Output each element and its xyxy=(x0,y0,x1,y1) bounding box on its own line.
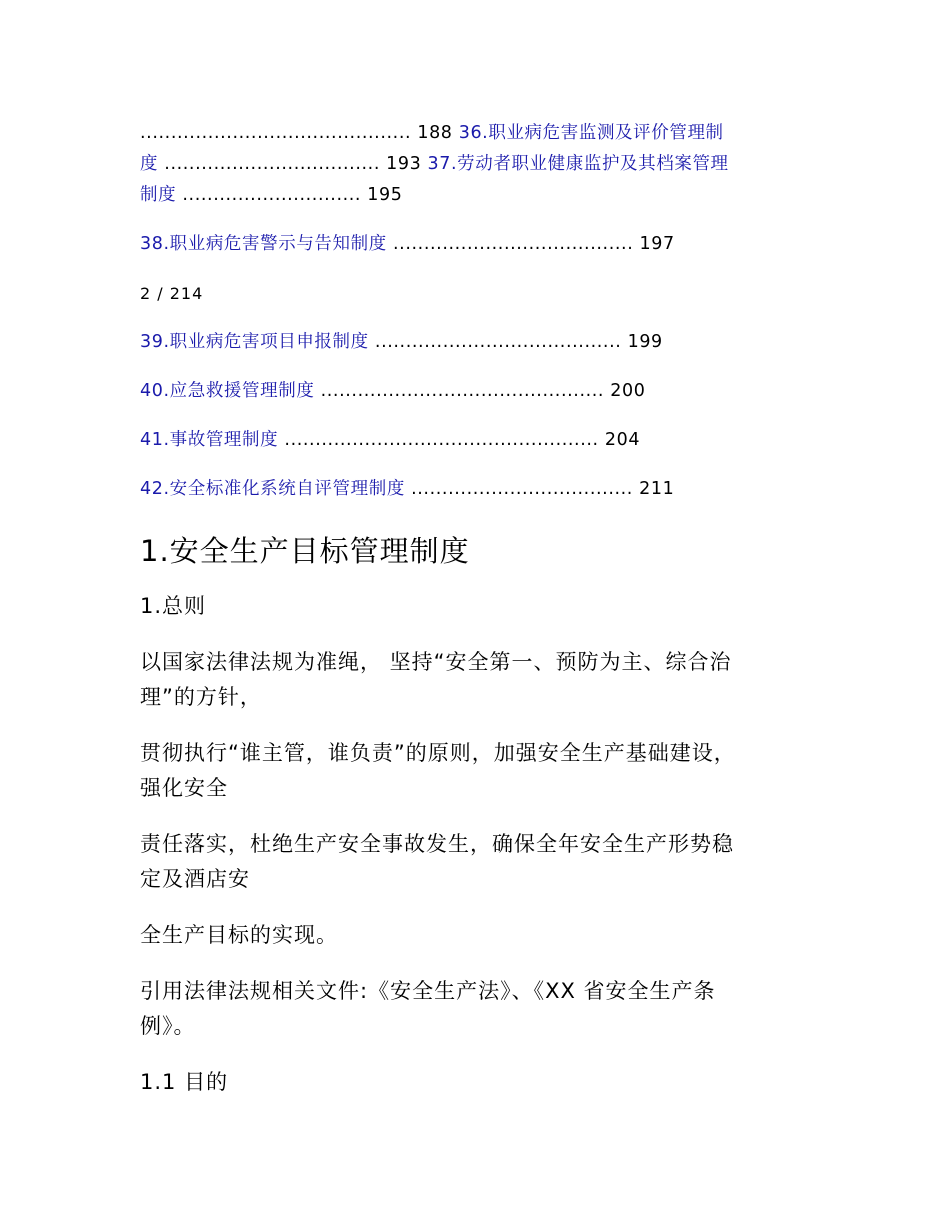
table-of-contents xyxy=(140,118,820,505)
toc-leader-dots: ....................................... xyxy=(393,234,634,254)
toc-link-40[interactable]: 40.应急救援管理制度 xyxy=(140,381,315,401)
toc-leader-dots: .................................... xyxy=(411,479,633,499)
toc-entry-42 xyxy=(140,474,820,505)
toc-leader-dots: .............................................. xyxy=(320,381,605,401)
paragraph-line: 强化安全 xyxy=(140,776,228,800)
toc-entry-38 xyxy=(140,229,820,260)
toc-leader-dots: ............................. xyxy=(182,185,362,205)
toc-link-39[interactable]: 39.职业病危害项目申报制度 xyxy=(140,332,369,352)
subsection-heading-purpose: 1.1 目的 xyxy=(140,1070,229,1094)
paragraph-principle xyxy=(140,645,820,715)
paragraph-line: 定及酒店安 xyxy=(140,867,250,891)
toc-entry-39 xyxy=(140,327,820,358)
toc-page-number: 200 xyxy=(610,381,646,401)
paragraph-implement xyxy=(140,736,820,806)
toc-leader-dots: ............................................ xyxy=(140,123,412,143)
toc-leader-dots: ................................................... xyxy=(284,430,599,450)
paragraph-line: 贯彻执行“谁主管，谁负责”的原则，加强安全生产基础建设， xyxy=(140,741,736,765)
toc-page-number: 193 xyxy=(386,154,422,174)
toc-page-number: 204 xyxy=(604,430,641,450)
toc-page-number: 197 xyxy=(639,234,675,254)
toc-line-1 xyxy=(140,118,820,149)
page-number-indicator: 2 / 214 xyxy=(140,284,204,303)
toc-entry-41 xyxy=(140,425,820,456)
paragraph-line: 理”的方针， xyxy=(140,685,262,709)
toc-page-number: 188 xyxy=(417,123,453,143)
subsection-heading-general: 1.总则 xyxy=(140,594,207,618)
paragraph-references xyxy=(140,974,820,1044)
toc-link-42[interactable]: 42.安全标准化系统自评管理制度 xyxy=(140,479,405,499)
toc-page-number: 211 xyxy=(639,479,675,499)
toc-link-37[interactable]: 37.劳动者职业健康监护及其档案管理 xyxy=(427,154,729,174)
paragraph-responsibility xyxy=(140,827,820,897)
toc-page-number: 195 xyxy=(367,185,403,205)
paragraph-line: 以国家法律法规为准绳， 坚持“安全第一、预防为主、综合治 xyxy=(140,650,732,674)
toc-link-36[interactable]: 36.职业病危害监测及评价管理制 xyxy=(458,123,724,143)
toc-block-36-37 xyxy=(140,118,820,211)
toc-leader-dots: ........................................ xyxy=(374,332,622,352)
toc-entry-40 xyxy=(140,376,820,407)
toc-leader-dots: ................................... xyxy=(164,154,380,174)
paragraph-line: 责任落实，杜绝生产安全事故发生，确保全年安全生产形势稳 xyxy=(140,832,734,856)
toc-page-number: 199 xyxy=(627,332,663,352)
toc-link-36-cont[interactable]: 度 xyxy=(140,154,159,174)
toc-link-37-cont[interactable]: 制度 xyxy=(140,185,177,205)
paragraph-line: 例》。 xyxy=(140,1014,196,1038)
section-heading: 1.安全生产目标管理制度 xyxy=(140,534,470,568)
toc-link-41[interactable]: 41.事故管理制度 xyxy=(140,430,279,450)
paragraph-goal: 全生产目标的实现。 xyxy=(140,923,338,947)
document-page xyxy=(140,118,820,1100)
paragraph-line: 引用法律法规相关文件:《安全生产法》、《XX 省安全生产条 xyxy=(140,979,716,1003)
toc-link-38[interactable]: 38.职业病危害警示与告知制度 xyxy=(140,234,387,254)
toc-line-2 xyxy=(140,149,820,180)
toc-line-3 xyxy=(140,180,820,211)
